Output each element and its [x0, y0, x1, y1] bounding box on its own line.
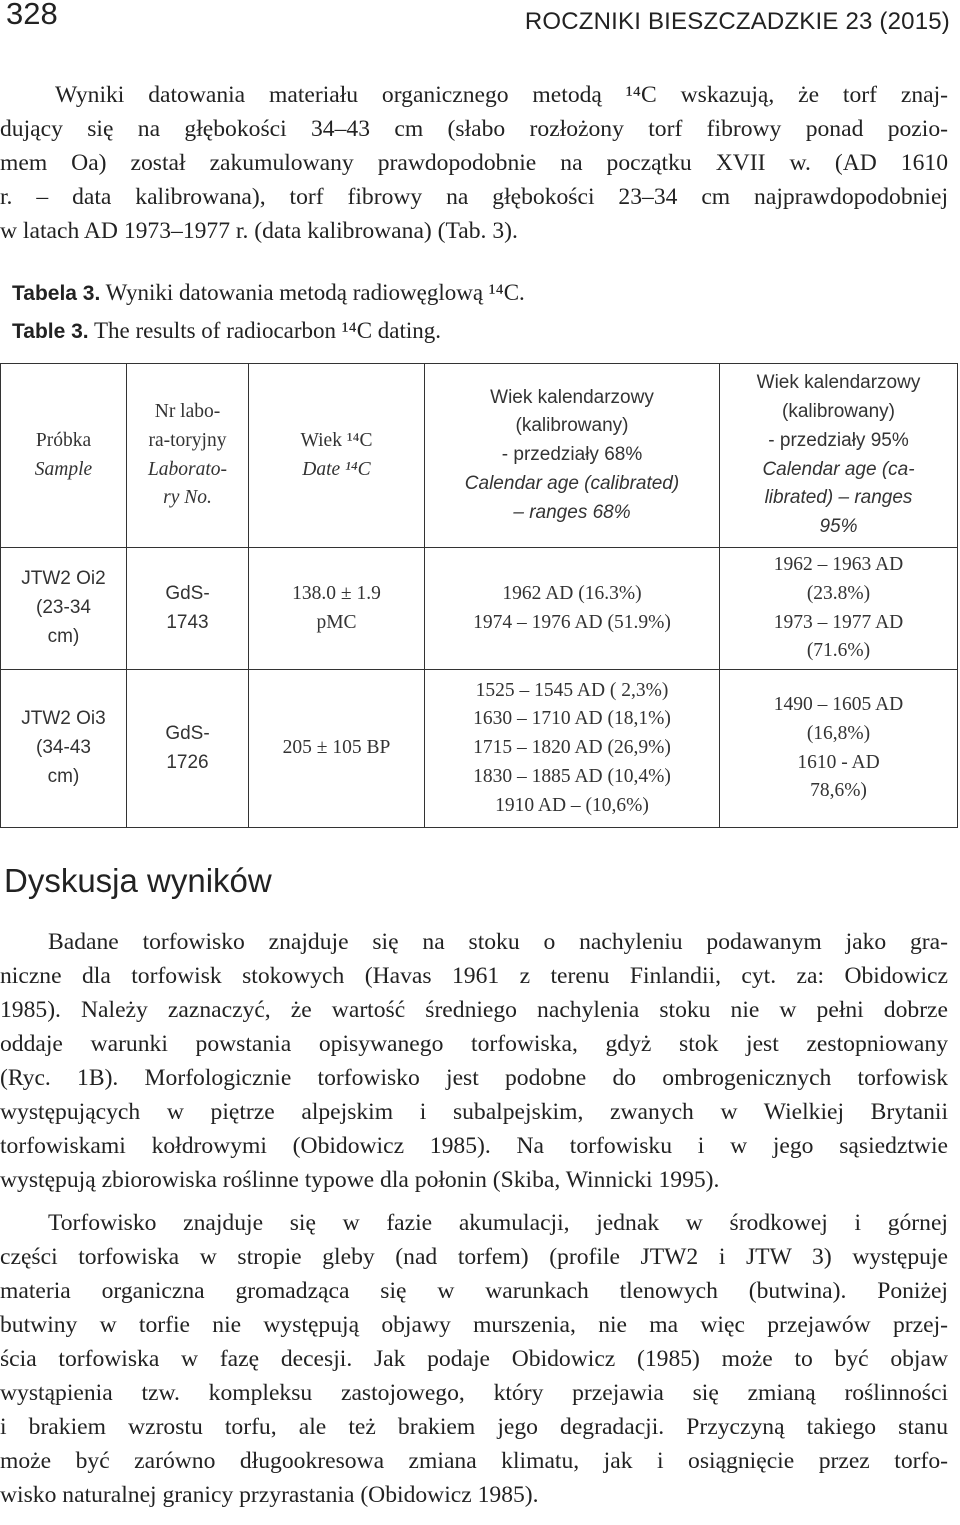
- table-row: [1, 548, 958, 670]
- paragraph-line: części torfowiska w stropie gleby (nad torfem) (profile JTW2 i JTW 3) występuje: [0, 1244, 948, 1270]
- paragraph-line: (Ryc. 1B). Morfologicznie torfowisko jest podobne do ombrogenicznych torfowisk: [0, 1065, 948, 1091]
- table-row: [1, 670, 958, 828]
- paragraph-line: występujących w piętrze alpejskim i subalpejskim, zwanych w Wielkiej Brytanii: [0, 1099, 948, 1125]
- paragraph-line: Badane torfowisko znajduje się na stoku o nachyleniu podawanym jako gra-: [48, 929, 948, 955]
- caption-label: Table 3.: [12, 320, 89, 343]
- running-header: ROCZNIKI BIESZCZADZKIE 23 (2015): [524, 8, 950, 35]
- paragraph-line: torfowiskami kołdrowymi (Obidowicz 1985). Na torfowisku i w jego sąsiedztwie: [0, 1133, 948, 1159]
- paragraph-line: materia organiczna gromadząca się w warunkach tlenowych (butwina). Poniżej: [0, 1278, 948, 1304]
- header-range-95: Wiek kalendarzowy (kalibrowany) - przedziały 95% Calendar age (ca- librated) – ranges 95%: [720, 364, 958, 548]
- paragraph-line: mem Oa) został zakumulowany prawdopodobnie na początku XVII w. (AD 1610: [0, 150, 948, 176]
- table-header-row: [1, 364, 958, 548]
- caption-label: Tabela 3.: [12, 282, 101, 305]
- paragraph-line: r. – data kalibrowana), torf fibrowy na głębokości 23–34 cm najprawdopodobniej: [0, 184, 948, 210]
- paragraph-line: 1985). Należy zaznaczyć, że wartość średniego nachylenia stoku nie w pełni dobrze: [0, 997, 948, 1023]
- paragraph-line: i brakiem wzrostu torfu, ale też brakiem jego degradacji. Przyczyną takiego stanu: [0, 1414, 948, 1440]
- header-range-68: Wiek kalendarzowy (kalibrowany) - przedziały 68% Calendar age (calibrated) – ranges 68%: [425, 364, 720, 548]
- caption-text: Wyniki datowania metodą radiowęglową ¹⁴C.: [105, 280, 525, 305]
- discussion-paragraph-1: [0, 925, 948, 1197]
- table-caption-en: [12, 318, 441, 344]
- page-number: 328: [6, 0, 58, 31]
- cell-range-95: 1962 – 1963 AD (23.8%) 1973 – 1977 AD (71.6%): [720, 548, 958, 670]
- cell-date: 138.0 ± 1.9 pMC: [249, 548, 425, 670]
- paragraph-line: ścia torfowiska w fazę decesji. Jak podaje Obidowicz (1985) może to być objaw: [0, 1346, 948, 1372]
- caption-text: The results of radiocarbon ¹⁴C dating.: [93, 318, 442, 343]
- cell-sample: JTW2 Oi2 (23-34 cm): [1, 548, 127, 670]
- paragraph-line: wystąpienia tzw. kompleksu zastojowego, który przejawia się zmianą roślinności: [0, 1380, 948, 1406]
- section-heading: Dyskusja wyników: [4, 862, 272, 899]
- paragraph-line: Torfowisko znajduje się w fazie akumulacji, jednak w środkowej i górnej: [48, 1210, 948, 1236]
- discussion-paragraph-2: [0, 1206, 948, 1512]
- cell-range-95: 1490 – 1605 AD (16,8%) 1610 - AD 78,6%): [720, 670, 958, 828]
- cell-lab-no: GdS- 1743: [127, 548, 249, 670]
- header-date: Wiek ¹⁴C Date ¹⁴C: [249, 364, 425, 548]
- paragraph-line: może być zarówno długookresowa zmiana klimatu, jak i osiągnięcie przez torfo-: [0, 1448, 948, 1474]
- paragraph-line: dujący się na głębokości 34–43 cm (słabo rozłożony torf fibrowy ponad pozio-: [0, 116, 948, 142]
- paragraph-line: wisko naturalnej granicy przyrastania (Obidowicz 1985).: [0, 1482, 539, 1508]
- intro-paragraph: [0, 78, 948, 248]
- cell-date: 205 ± 105 BP: [249, 670, 425, 828]
- paragraph-line: butwiny w torfie nie występują objawy murszenia, nie ma więc przejawów przej-: [0, 1312, 948, 1338]
- cell-range-68: 1962 AD (16.3%) 1974 – 1976 AD (51.9%): [425, 548, 720, 670]
- cell-range-68: 1525 – 1545 AD ( 2,3%) 1630 – 1710 AD (18,1%) 1715 – 1820 AD (26,9%) 1830 – 1885 AD (10,4%) 1910 AD – (10,6%): [425, 670, 720, 828]
- paragraph-line: Wyniki datowania materiału organicznego metodą ¹⁴C wskazują, że torf znaj-: [55, 82, 948, 108]
- header-lab-no: Nr labo- ra-toryjny Laborato- ry No.: [127, 364, 249, 548]
- paragraph-line: w latach AD 1973–1977 r. (data kalibrowana) (Tab. 3).: [0, 218, 518, 244]
- cell-sample: JTW2 Oi3 (34-43 cm): [1, 670, 127, 828]
- results-table: [0, 363, 958, 828]
- paragraph-line: niczne dla torfowisk stokowych (Havas 1961 z terenu Finlandii, cyt. za: Obidowicz: [0, 963, 948, 989]
- paragraph-line: oddaje warunki powstania opisywanego torfowiska, gdyż stok jest zestopniowany: [0, 1031, 948, 1057]
- header-sample: Próbka Sample: [1, 364, 127, 548]
- table-caption-pl: [12, 280, 525, 306]
- paragraph-line: występują zbiorowiska roślinne typowe dla połonin (Skiba, Winnicki 1995).: [0, 1167, 720, 1193]
- cell-lab-no: GdS- 1726: [127, 670, 249, 828]
